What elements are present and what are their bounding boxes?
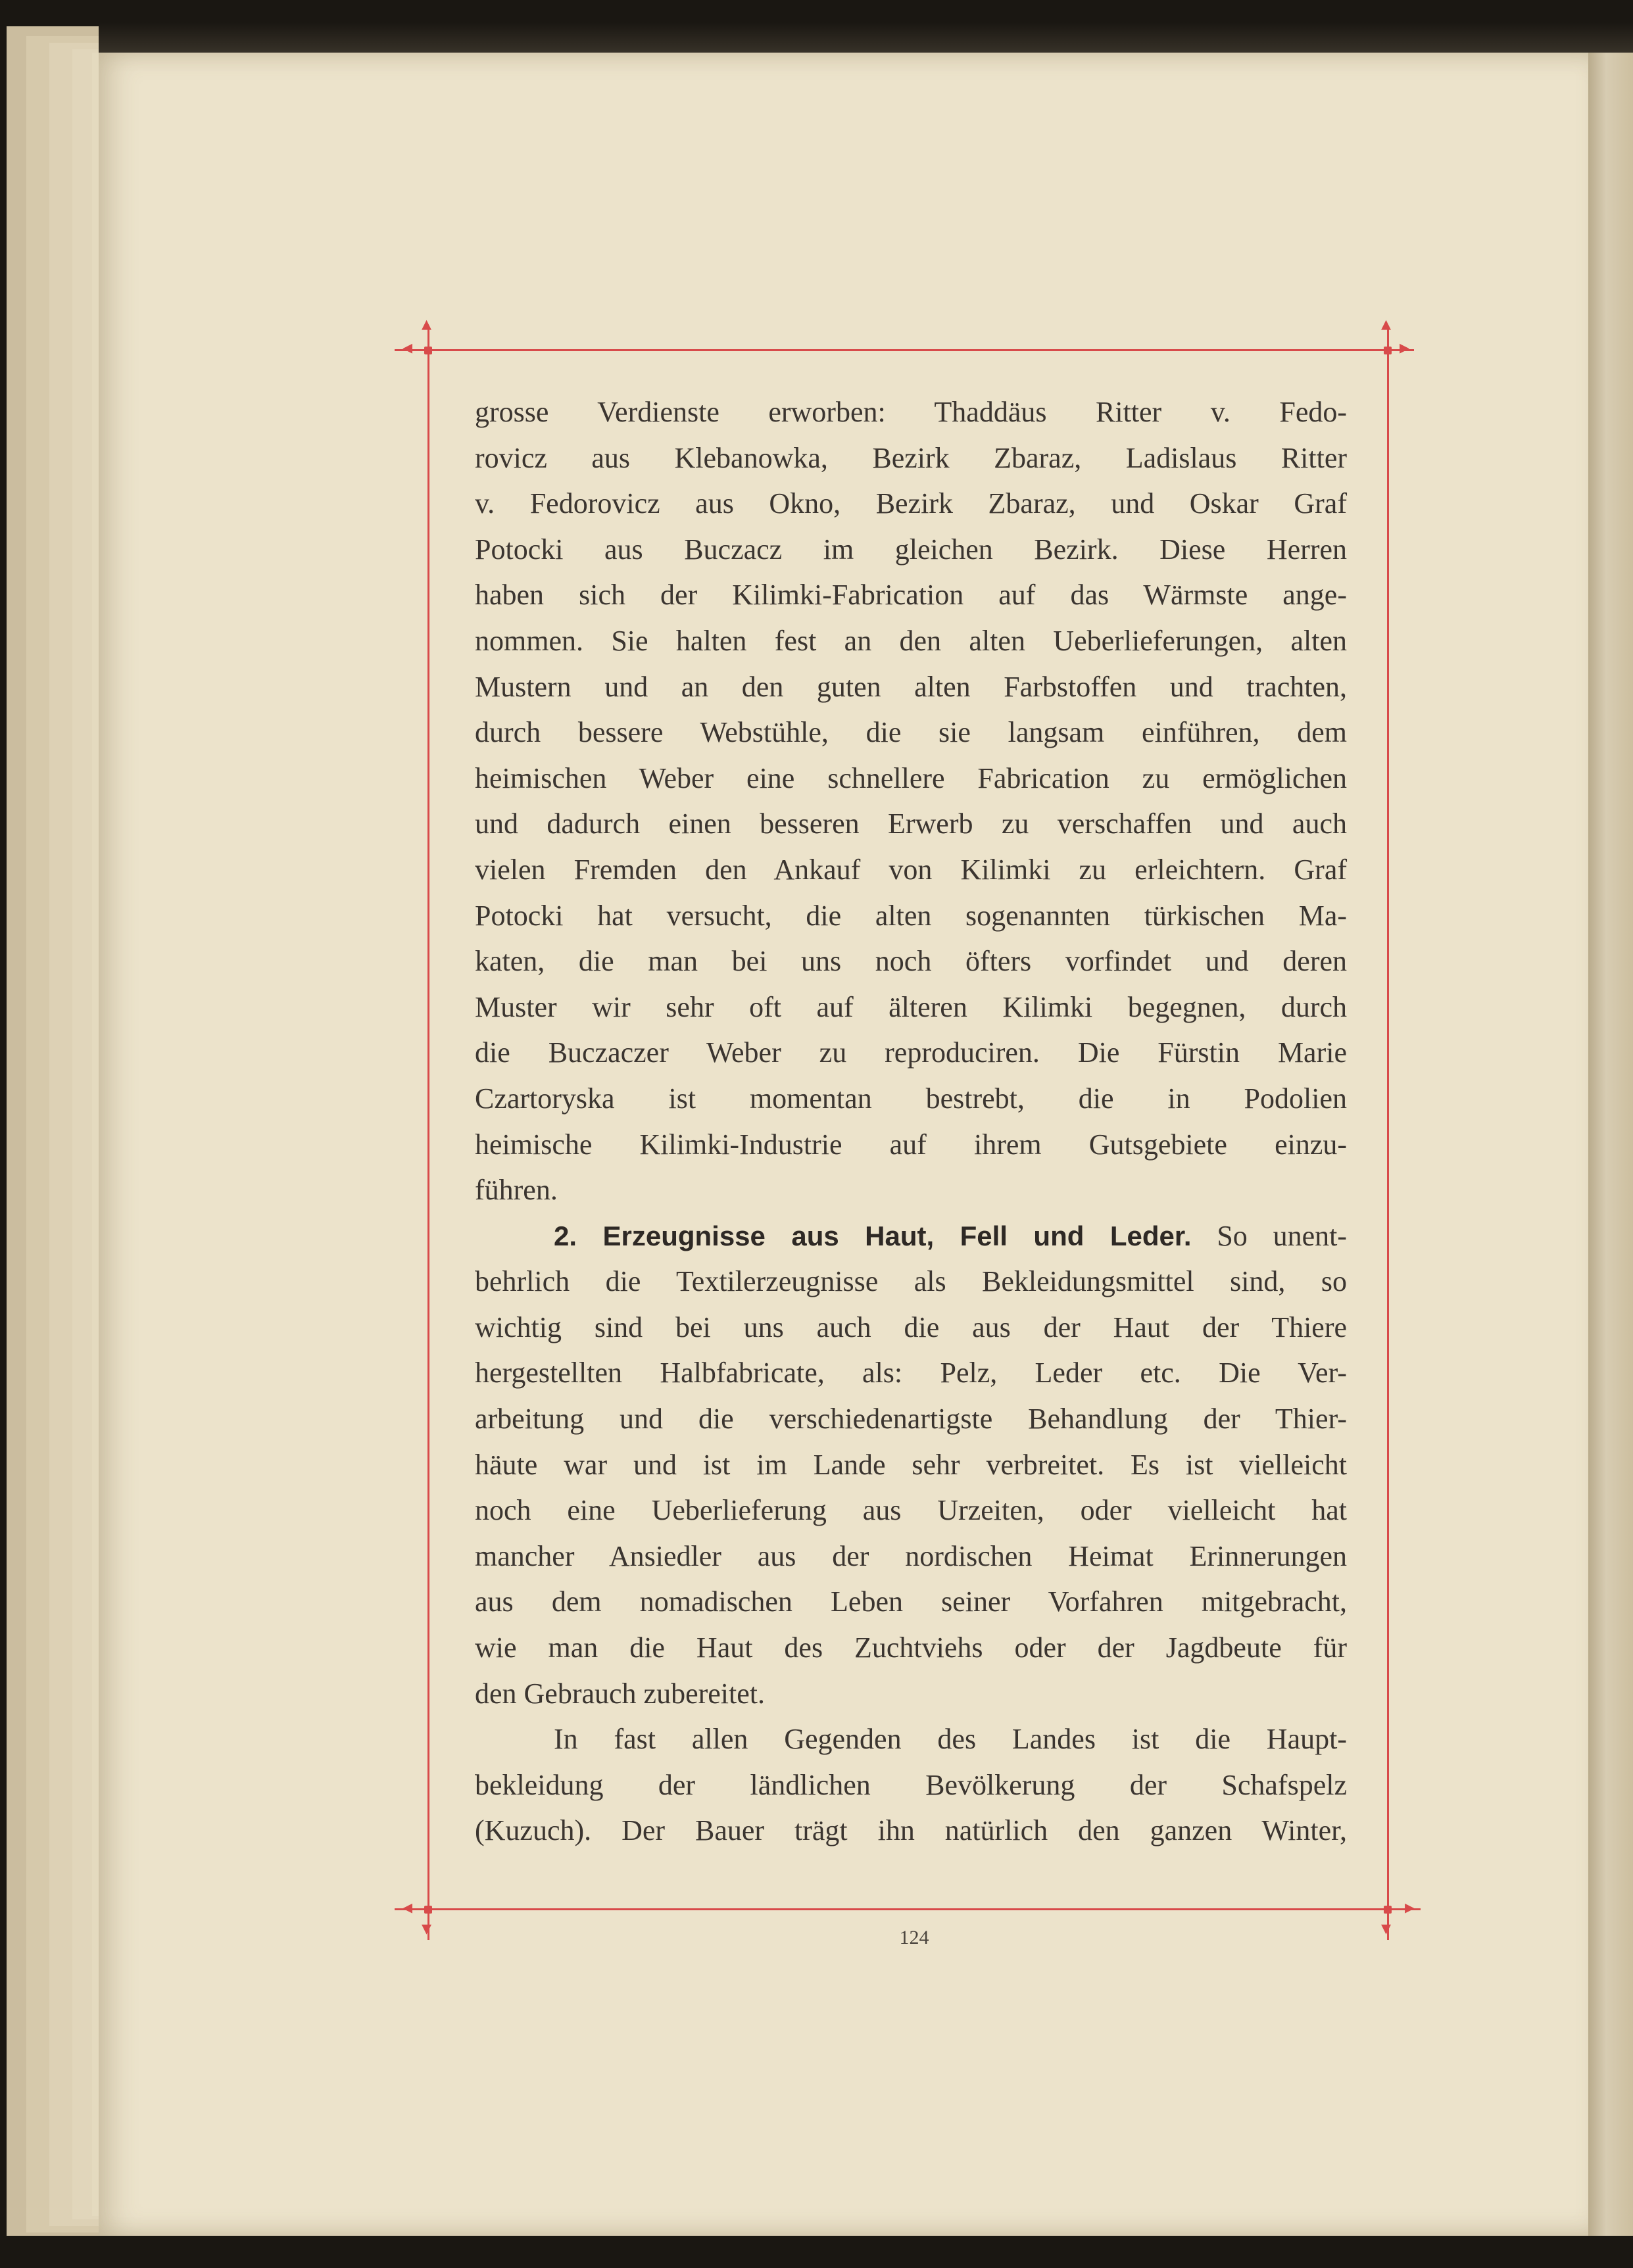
text-line: katen, die man bei uns noch öfters vorfindet und deren — [475, 945, 1347, 978]
text-line: hergestellten Halbfabricate, als: Pelz, Leder etc. Die Ver- — [475, 1357, 1347, 1389]
text-line: grosse Verdienste erworben: Thaddäus Ritter v. Fedo- — [475, 396, 1347, 428]
text-line: Potocki hat versucht, die alten sogenannten türkischen Ma- — [475, 899, 1347, 932]
frame-arrow-icon: ▸ — [1405, 1896, 1415, 1918]
text-line: rovicz aus Klebanowka, Bezirk Zbaraz, Ladislaus Ritter — [475, 441, 1347, 474]
text-line: vielen Fremden den Ankauf von Kilimki zu erleichtern. Graf — [475, 853, 1347, 886]
text-line: bekleidung der ländlichen Bevölkerung der Schafspelz — [475, 1768, 1347, 1801]
frame-corner-ornament — [424, 347, 432, 354]
text-line: die Buczaczer Weber zu reproduciren. Die Fürstin Marie — [475, 1036, 1347, 1069]
frame-arrow-icon: ▴ — [1381, 313, 1392, 335]
text-line: Potocki aus Buczacz im gleichen Bezirk. Diese Herren — [475, 533, 1347, 566]
text-line: den Gebrauch zubereitet. — [475, 1677, 765, 1710]
text-line: nommen. Sie halten fest an den alten Ueberlieferungen, alten — [475, 624, 1347, 657]
text-line: aus dem nomadischen Leben seiner Vorfahren mitgebracht, — [475, 1585, 1347, 1618]
frame-corner-ornament — [1384, 347, 1392, 354]
text-line: behrlich die Textilerzeugnisse als Bekleidungsmittel sind, so — [475, 1265, 1347, 1298]
text-line: Czartoryska ist momentan bestrebt, die in Podolien — [475, 1082, 1347, 1115]
frame-arrow-icon: ▾ — [1381, 1918, 1392, 1939]
frame-arrow-icon: ▸ — [1400, 337, 1410, 358]
text-line: wichtig sind bei uns auch die aus der Haut der Thiere — [475, 1311, 1347, 1343]
text-line: arbeitung und die verschiedenartigste Behandlung der Thier- — [475, 1403, 1347, 1436]
text-line: Mustern und an den guten alten Farbstoffen und trachten, — [475, 670, 1347, 703]
text-line: heimische Kilimki-Industrie auf ihrem Gutsgebiete einzu- — [475, 1128, 1347, 1161]
frame-top-rule — [395, 349, 1414, 351]
top-shadow — [99, 0, 1633, 56]
section-heading: 2. Erzeugnisse aus Haut, Fell und Leder. — [554, 1220, 1192, 1251]
text-line: v. Fedorovicz aus Okno, Bezirk Zbaraz, und Oskar Graf — [475, 487, 1347, 520]
text-line: durch bessere Webstühle, die sie langsam einführen, dem — [475, 716, 1347, 749]
text-line: heimischen Weber eine schnellere Fabrication zu ermöglichen — [475, 761, 1347, 794]
text-line: haben sich der Kilimki-Fabrication auf das Wärmste ange- — [475, 579, 1347, 612]
text-fragment: So unent- — [1217, 1219, 1347, 1252]
frame-corner-ornament — [424, 1906, 432, 1914]
frame-arrow-icon: ▾ — [422, 1918, 432, 1939]
text-line: noch eine Ueberlieferung aus Urzeiten, oder vielleicht hat — [475, 1494, 1347, 1527]
page-number: 124 — [899, 1927, 929, 1948]
text-line: mancher Ansiedler aus der nordischen Heimat Erinnerungen — [475, 1539, 1347, 1572]
text-line: (Kuzuch). Der Bauer trägt ihn natürlich den ganzen Winter, — [475, 1814, 1347, 1847]
section-heading-line — [475, 1213, 1347, 1259]
frame-arrow-icon: ◂ — [402, 337, 413, 358]
text-line: Muster wir sehr oft auf älteren Kilimki begegnen, durch — [475, 990, 1347, 1023]
text-line: wie man die Haut des Zuchtviehs oder der Jagdbeute für — [475, 1631, 1347, 1664]
frame-arrow-icon: ◂ — [402, 1896, 413, 1918]
frame-right-rule — [1387, 329, 1389, 1940]
text-line: In fast allen Gegenden des Landes ist die Haupt- — [554, 1723, 1347, 1756]
text-line: und dadurch einen besseren Erwerb zu verschaffen und auch — [475, 808, 1347, 840]
text-line: führen. — [475, 1174, 558, 1207]
frame-corner-ornament — [1384, 1906, 1392, 1914]
frame-arrow-icon: ▴ — [422, 313, 432, 335]
book-gutter — [1588, 53, 1633, 2236]
text-line: häute war und ist im Lande sehr verbreitet. Es ist vielleicht — [475, 1448, 1347, 1481]
frame-left-rule — [427, 329, 429, 1940]
page-body-text — [475, 389, 1347, 1854]
frame-bottom-rule — [395, 1908, 1421, 1910]
